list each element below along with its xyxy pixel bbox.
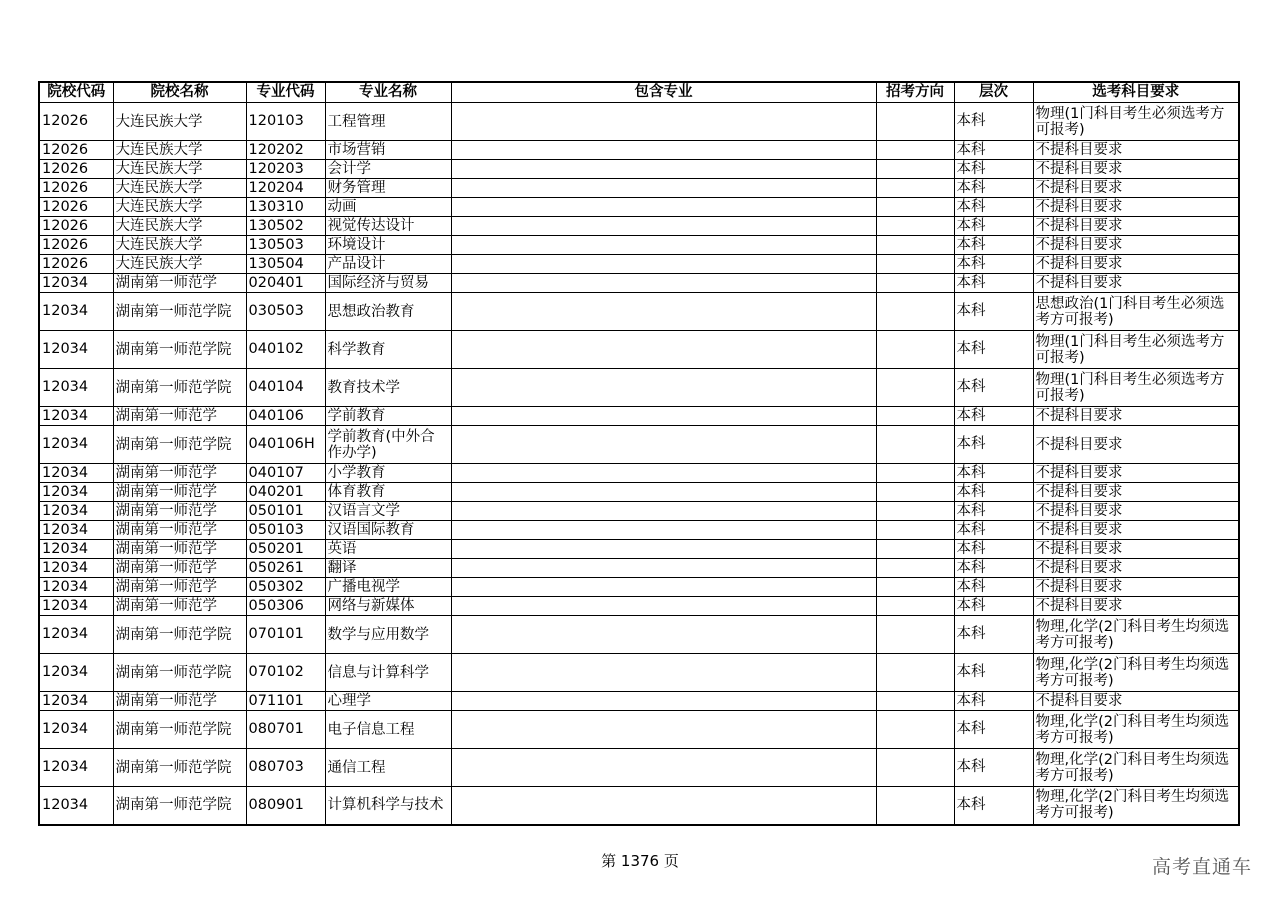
header-subject-requirement: 选考科目要求 (1033, 82, 1239, 103)
level-cell: 本科 (954, 236, 1033, 255)
level-cell: 本科 (954, 692, 1033, 711)
major-code-cell: 070102 (246, 654, 325, 692)
major-name-cell: 网络与新媒体 (325, 597, 451, 616)
school-name-cell: 湖南第一师范学 (113, 692, 246, 711)
header-school-name: 院校名称 (113, 82, 246, 103)
subject-requirement-cell: 不提科目要求 (1033, 464, 1239, 483)
included-majors-cell (451, 483, 876, 502)
school-name-cell: 湖南第一师范学院 (113, 331, 246, 369)
direction-cell (876, 540, 954, 559)
included-majors-cell (451, 711, 876, 749)
direction-cell (876, 198, 954, 217)
direction-cell (876, 217, 954, 236)
major-name-cell: 体育教育 (325, 483, 451, 502)
subject-requirement-cell: 不提科目要求 (1033, 217, 1239, 236)
table-row (39, 255, 1239, 274)
direction-cell (876, 160, 954, 179)
major-code-cell: 040107 (246, 464, 325, 483)
major-name-cell: 计算机科学与技术 (325, 787, 451, 825)
level-cell: 本科 (954, 464, 1033, 483)
table-row (39, 521, 1239, 540)
header-row (39, 82, 1239, 103)
direction-cell (876, 141, 954, 160)
subject-requirement-cell: 物理(1门科目考生必须选考方可报考) (1033, 103, 1239, 141)
level-cell: 本科 (954, 711, 1033, 749)
subject-requirement-cell: 物理,化学(2门科目考生均须选考方可报考) (1033, 711, 1239, 749)
school-code-cell: 12034 (39, 369, 113, 407)
school-name-cell: 湖南第一师范学院 (113, 426, 246, 464)
table-row (39, 540, 1239, 559)
school-name-cell: 大连民族大学 (113, 179, 246, 198)
level-cell: 本科 (954, 179, 1033, 198)
level-cell: 本科 (954, 559, 1033, 578)
included-majors-cell (451, 502, 876, 521)
level-cell: 本科 (954, 293, 1033, 331)
subject-requirement-cell: 不提科目要求 (1033, 597, 1239, 616)
header-school-code: 院校代码 (39, 82, 113, 103)
direction-cell (876, 331, 954, 369)
table-row (39, 407, 1239, 426)
major-name-cell: 电子信息工程 (325, 711, 451, 749)
header-direction: 招考方向 (876, 82, 954, 103)
school-name-cell: 大连民族大学 (113, 217, 246, 236)
watermark: 高考直通车 (1151, 856, 1252, 878)
included-majors-cell (451, 236, 876, 255)
direction-cell (876, 426, 954, 464)
major-code-cell: 030503 (246, 293, 325, 331)
school-name-cell: 湖南第一师范学院 (113, 369, 246, 407)
page-number: 第 1376 页 (601, 852, 679, 870)
school-code-cell: 12034 (39, 293, 113, 331)
included-majors-cell (451, 141, 876, 160)
included-majors-cell (451, 521, 876, 540)
table-row (39, 160, 1239, 179)
school-name-cell: 大连民族大学 (113, 255, 246, 274)
table-row (39, 597, 1239, 616)
included-majors-cell (451, 293, 876, 331)
level-cell: 本科 (954, 255, 1033, 274)
major-code-cell: 020401 (246, 274, 325, 293)
major-name-cell: 数学与应用数学 (325, 616, 451, 654)
school-code-cell: 12034 (39, 464, 113, 483)
direction-cell (876, 692, 954, 711)
major-name-cell: 学前教育 (325, 407, 451, 426)
header-included-majors: 包含专业 (451, 82, 876, 103)
major-code-cell: 120204 (246, 179, 325, 198)
included-majors-cell (451, 559, 876, 578)
school-name-cell: 湖南第一师范学 (113, 559, 246, 578)
school-code-cell: 12034 (39, 749, 113, 787)
subject-requirement-cell: 物理(1门科目考生必须选考方可报考) (1033, 331, 1239, 369)
subject-requirement-cell: 不提科目要求 (1033, 521, 1239, 540)
level-cell: 本科 (954, 331, 1033, 369)
subject-requirement-cell: 思想政治(1门科目考生必须选考方可报考) (1033, 293, 1239, 331)
direction-cell (876, 407, 954, 426)
level-cell: 本科 (954, 141, 1033, 160)
major-code-cell: 040201 (246, 483, 325, 502)
direction-cell (876, 616, 954, 654)
subject-requirement-cell: 不提科目要求 (1033, 578, 1239, 597)
level-cell: 本科 (954, 274, 1033, 293)
subject-requirement-cell: 不提科目要求 (1033, 483, 1239, 502)
direction-cell (876, 464, 954, 483)
subject-requirement-cell: 物理(1门科目考生必须选考方可报考) (1033, 369, 1239, 407)
major-code-cell: 120203 (246, 160, 325, 179)
major-code-cell: 070101 (246, 616, 325, 654)
level-cell: 本科 (954, 426, 1033, 464)
subject-requirement-cell: 物理,化学(2门科目考生均须选考方可报考) (1033, 616, 1239, 654)
table-row (39, 236, 1239, 255)
school-name-cell: 湖南第一师范学院 (113, 293, 246, 331)
direction-cell (876, 179, 954, 198)
major-code-cell: 080703 (246, 749, 325, 787)
school-code-cell: 12034 (39, 540, 113, 559)
major-code-cell: 080701 (246, 711, 325, 749)
major-code-cell: 130502 (246, 217, 325, 236)
table-row (39, 711, 1239, 749)
level-cell: 本科 (954, 616, 1033, 654)
major-code-cell: 050201 (246, 540, 325, 559)
major-name-cell: 国际经济与贸易 (325, 274, 451, 293)
major-name-cell: 信息与计算科学 (325, 654, 451, 692)
major-name-cell: 视觉传达设计 (325, 217, 451, 236)
major-name-cell: 工程管理 (325, 103, 451, 141)
major-code-cell: 040102 (246, 331, 325, 369)
major-code-cell: 040104 (246, 369, 325, 407)
subject-requirement-cell: 不提科目要求 (1033, 141, 1239, 160)
direction-cell (876, 749, 954, 787)
major-code-cell: 050103 (246, 521, 325, 540)
school-code-cell: 12034 (39, 711, 113, 749)
direction-cell (876, 578, 954, 597)
direction-cell (876, 654, 954, 692)
table-row (39, 749, 1239, 787)
school-code-cell: 12034 (39, 597, 113, 616)
subject-requirement-cell: 不提科目要求 (1033, 559, 1239, 578)
level-cell: 本科 (954, 654, 1033, 692)
school-name-cell: 湖南第一师范学 (113, 502, 246, 521)
school-name-cell: 大连民族大学 (113, 141, 246, 160)
major-name-cell: 市场营销 (325, 141, 451, 160)
table-row (39, 103, 1239, 141)
school-code-cell: 12034 (39, 654, 113, 692)
major-name-cell: 翻译 (325, 559, 451, 578)
major-name-cell: 会计学 (325, 160, 451, 179)
school-name-cell: 湖南第一师范学 (113, 274, 246, 293)
major-code-cell: 050306 (246, 597, 325, 616)
school-name-cell: 湖南第一师范学院 (113, 749, 246, 787)
level-cell: 本科 (954, 597, 1033, 616)
direction-cell (876, 274, 954, 293)
major-name-cell: 教育技术学 (325, 369, 451, 407)
school-code-cell: 12034 (39, 331, 113, 369)
major-name-cell: 英语 (325, 540, 451, 559)
included-majors-cell (451, 654, 876, 692)
school-code-cell: 12026 (39, 236, 113, 255)
included-majors-cell (451, 331, 876, 369)
school-name-cell: 湖南第一师范学院 (113, 616, 246, 654)
table-row (39, 692, 1239, 711)
subject-requirement-cell: 不提科目要求 (1033, 160, 1239, 179)
school-name-cell: 湖南第一师范学 (113, 521, 246, 540)
major-name-cell: 心理学 (325, 692, 451, 711)
included-majors-cell (451, 255, 876, 274)
school-code-cell: 12026 (39, 103, 113, 141)
school-name-cell: 大连民族大学 (113, 198, 246, 217)
included-majors-cell (451, 274, 876, 293)
table-row (39, 179, 1239, 198)
school-code-cell: 12034 (39, 483, 113, 502)
included-majors-cell (451, 160, 876, 179)
included-majors-cell (451, 179, 876, 198)
major-code-cell: 120202 (246, 141, 325, 160)
major-code-cell: 050101 (246, 502, 325, 521)
table-row (39, 787, 1239, 825)
table-row (39, 426, 1239, 464)
included-majors-cell (451, 597, 876, 616)
school-name-cell: 大连民族大学 (113, 103, 246, 141)
subject-requirement-cell: 不提科目要求 (1033, 540, 1239, 559)
admission-table (38, 81, 1240, 826)
direction-cell (876, 711, 954, 749)
school-code-cell: 12034 (39, 616, 113, 654)
school-name-cell: 湖南第一师范学 (113, 407, 246, 426)
school-code-cell: 12026 (39, 255, 113, 274)
level-cell: 本科 (954, 198, 1033, 217)
included-majors-cell (451, 616, 876, 654)
direction-cell (876, 369, 954, 407)
table-row (39, 369, 1239, 407)
subject-requirement-cell: 不提科目要求 (1033, 692, 1239, 711)
school-code-cell: 12026 (39, 217, 113, 236)
major-code-cell: 120103 (246, 103, 325, 141)
included-majors-cell (451, 198, 876, 217)
subject-requirement-cell: 不提科目要求 (1033, 198, 1239, 217)
subject-requirement-cell: 物理,化学(2门科目考生均须选考方可报考) (1033, 749, 1239, 787)
school-code-cell: 12034 (39, 521, 113, 540)
level-cell: 本科 (954, 521, 1033, 540)
school-name-cell: 湖南第一师范学院 (113, 787, 246, 825)
included-majors-cell (451, 578, 876, 597)
level-cell: 本科 (954, 407, 1033, 426)
major-name-cell: 汉语言文学 (325, 502, 451, 521)
major-code-cell: 130503 (246, 236, 325, 255)
major-name-cell: 产品设计 (325, 255, 451, 274)
school-code-cell: 12026 (39, 141, 113, 160)
major-name-cell: 广播电视学 (325, 578, 451, 597)
subject-requirement-cell: 不提科目要求 (1033, 407, 1239, 426)
school-code-cell: 12026 (39, 198, 113, 217)
subject-requirement-cell: 不提科目要求 (1033, 179, 1239, 198)
included-majors-cell (451, 426, 876, 464)
table-row (39, 274, 1239, 293)
school-name-cell: 湖南第一师范学 (113, 597, 246, 616)
school-name-cell: 大连民族大学 (113, 236, 246, 255)
school-code-cell: 12034 (39, 426, 113, 464)
table-row (39, 578, 1239, 597)
level-cell: 本科 (954, 540, 1033, 559)
school-name-cell: 湖南第一师范学 (113, 464, 246, 483)
major-code-cell: 050261 (246, 559, 325, 578)
major-code-cell: 080901 (246, 787, 325, 825)
table-row (39, 217, 1239, 236)
table-row (39, 483, 1239, 502)
major-name-cell: 动画 (325, 198, 451, 217)
school-name-cell: 湖南第一师范学 (113, 578, 246, 597)
included-majors-cell (451, 407, 876, 426)
table-row (39, 616, 1239, 654)
direction-cell (876, 559, 954, 578)
subject-requirement-cell: 物理,化学(2门科目考生均须选考方可报考) (1033, 787, 1239, 825)
header-major-name: 专业名称 (325, 82, 451, 103)
subject-requirement-cell: 不提科目要求 (1033, 255, 1239, 274)
major-code-cell: 050302 (246, 578, 325, 597)
header-major-code: 专业代码 (246, 82, 325, 103)
level-cell: 本科 (954, 483, 1033, 502)
school-name-cell: 湖南第一师范学 (113, 483, 246, 502)
major-name-cell: 财务管理 (325, 179, 451, 198)
major-name-cell: 汉语国际教育 (325, 521, 451, 540)
table-row (39, 198, 1239, 217)
subject-requirement-cell: 不提科目要求 (1033, 274, 1239, 293)
major-name-cell: 科学教育 (325, 331, 451, 369)
included-majors-cell (451, 540, 876, 559)
school-code-cell: 12034 (39, 692, 113, 711)
major-code-cell: 071101 (246, 692, 325, 711)
major-name-cell: 环境设计 (325, 236, 451, 255)
table-row (39, 559, 1239, 578)
school-code-cell: 12034 (39, 787, 113, 825)
level-cell: 本科 (954, 160, 1033, 179)
direction-cell (876, 483, 954, 502)
level-cell: 本科 (954, 502, 1033, 521)
table-row (39, 293, 1239, 331)
level-cell: 本科 (954, 217, 1033, 236)
included-majors-cell (451, 692, 876, 711)
major-code-cell: 130310 (246, 198, 325, 217)
direction-cell (876, 103, 954, 141)
major-name-cell: 通信工程 (325, 749, 451, 787)
table-row (39, 141, 1239, 160)
subject-requirement-cell: 不提科目要求 (1033, 426, 1239, 464)
direction-cell (876, 236, 954, 255)
level-cell: 本科 (954, 787, 1033, 825)
school-code-cell: 12034 (39, 274, 113, 293)
school-code-cell: 12026 (39, 160, 113, 179)
table-row (39, 654, 1239, 692)
school-code-cell: 12026 (39, 179, 113, 198)
included-majors-cell (451, 369, 876, 407)
table-row (39, 502, 1239, 521)
level-cell: 本科 (954, 749, 1033, 787)
direction-cell (876, 597, 954, 616)
school-code-cell: 12034 (39, 559, 113, 578)
direction-cell (876, 255, 954, 274)
school-name-cell: 湖南第一师范学 (113, 540, 246, 559)
major-name-cell: 思想政治教育 (325, 293, 451, 331)
major-code-cell: 040106 (246, 407, 325, 426)
school-name-cell: 湖南第一师范学院 (113, 654, 246, 692)
level-cell: 本科 (954, 578, 1033, 597)
school-name-cell: 湖南第一师范学院 (113, 711, 246, 749)
included-majors-cell (451, 787, 876, 825)
header-level: 层次 (954, 82, 1033, 103)
direction-cell (876, 502, 954, 521)
direction-cell (876, 787, 954, 825)
included-majors-cell (451, 464, 876, 483)
level-cell: 本科 (954, 369, 1033, 407)
subject-requirement-cell: 不提科目要求 (1033, 236, 1239, 255)
direction-cell (876, 521, 954, 540)
subject-requirement-cell: 不提科目要求 (1033, 502, 1239, 521)
level-cell: 本科 (954, 103, 1033, 141)
major-code-cell: 040106H (246, 426, 325, 464)
major-name-cell: 小学教育 (325, 464, 451, 483)
included-majors-cell (451, 217, 876, 236)
school-code-cell: 12034 (39, 407, 113, 426)
table-body (39, 103, 1239, 825)
included-majors-cell (451, 749, 876, 787)
school-code-cell: 12034 (39, 502, 113, 521)
major-code-cell: 130504 (246, 255, 325, 274)
table-row (39, 464, 1239, 483)
school-name-cell: 大连民族大学 (113, 160, 246, 179)
school-code-cell: 12034 (39, 578, 113, 597)
subject-requirement-cell: 物理,化学(2门科目考生均须选考方可报考) (1033, 654, 1239, 692)
table-row (39, 331, 1239, 369)
included-majors-cell (451, 103, 876, 141)
major-name-cell: 学前教育(中外合作办学) (325, 426, 451, 464)
direction-cell (876, 293, 954, 331)
